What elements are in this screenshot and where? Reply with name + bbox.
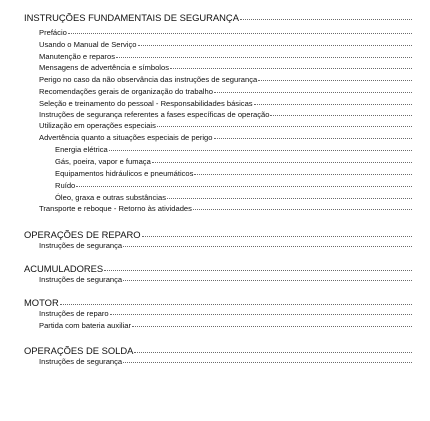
leader-dots — [123, 280, 412, 281]
leader-dots — [270, 115, 412, 116]
leader-dots — [104, 270, 412, 271]
toc-heading-engine[interactable]: MOTOR — [24, 298, 412, 307]
toc-entry-transport-towing[interactable]: Transporte e reboque - Retorno às atividades — [39, 205, 412, 213]
toc-entry-work-organization[interactable]: Recomendações gerais de organização do trabalho — [39, 88, 412, 96]
leader-dots — [152, 162, 412, 163]
leader-dots — [68, 33, 412, 34]
toc-entry-electric-energy[interactable]: Energia elétrica — [55, 146, 412, 154]
toc-entry-maintenance[interactable]: Manutenção e reparos — [39, 53, 412, 61]
toc-entry-welding-safety[interactable]: Instruções de segurança — [39, 358, 412, 366]
leader-dots — [123, 246, 412, 247]
toc-entry-preface[interactable]: Prefácio — [39, 29, 412, 37]
toc-entry-special-operations[interactable]: Utilização em operações especiais — [39, 122, 412, 130]
toc-entry-operation-phases[interactable]: Instruções de segurança referentes a fases específicas de operação — [39, 111, 412, 119]
leader-dots — [214, 92, 412, 93]
leader-dots — [193, 209, 412, 210]
leader-dots — [170, 68, 412, 69]
toc-entry-gas-dust[interactable]: Gás, poeira, vapor e fumaça — [55, 158, 412, 166]
leader-dots — [109, 150, 412, 151]
toc-entry-special-hazards[interactable]: Advertência quanto a situações especiais de perigo — [39, 134, 412, 142]
leader-dots — [167, 198, 412, 199]
leader-dots — [214, 138, 412, 139]
leader-dots — [142, 236, 412, 237]
toc-heading-welding[interactable]: OPERAÇÕES DE SOLDA — [24, 346, 412, 355]
toc-heading-accumulators[interactable]: ACUMULADORES — [24, 264, 412, 273]
leader-dots — [132, 326, 412, 327]
leader-dots — [157, 126, 412, 127]
leader-dots — [134, 352, 412, 353]
toc-entry-auxiliary-battery[interactable]: Partida com bateria auxiliar — [39, 322, 412, 330]
toc-heading-safety[interactable]: INSTRUÇÕES FUNDAMENTAIS DE SEGURANÇA — [24, 13, 412, 22]
toc-entry-hydraulic-pneumatic[interactable]: Equipamentos hidráulicos e pneumáticos — [55, 170, 412, 178]
leader-dots — [110, 314, 412, 315]
toc-entry-danger-non-observance[interactable]: Perigo no caso da não observância das instruções de segurança — [39, 76, 412, 84]
toc-entry-oil-grease[interactable]: Óleo, graxa e outras substâncias — [55, 194, 412, 202]
leader-dots — [123, 362, 412, 363]
leader-dots — [116, 57, 412, 58]
leader-dots — [240, 19, 412, 20]
leader-dots — [60, 304, 412, 305]
toc-entry-service-manual[interactable]: Usando o Manual de Serviço — [39, 41, 412, 49]
toc-heading-repair[interactable]: OPERAÇÕES DE REPARO — [24, 230, 412, 239]
toc-entry-staff-selection[interactable]: Seleção e treinamento do pessoal - Responsabilidades básicas — [39, 100, 412, 108]
toc-entry-repair-safety[interactable]: Instruções de segurança — [39, 242, 412, 250]
leader-dots — [258, 80, 412, 81]
leader-dots — [76, 186, 412, 187]
leader-dots — [194, 174, 412, 175]
leader-dots — [254, 104, 412, 105]
leader-dots — [138, 45, 412, 46]
toc-entry-warning-messages[interactable]: Mensagens de advertência e símbolos — [39, 64, 412, 72]
toc-entry-noise[interactable]: Ruído — [55, 182, 412, 190]
toc-entry-accumulators-safety[interactable]: Instruções de segurança — [39, 276, 412, 284]
toc-entry-engine-repair[interactable]: Instruções de reparo — [39, 310, 412, 318]
